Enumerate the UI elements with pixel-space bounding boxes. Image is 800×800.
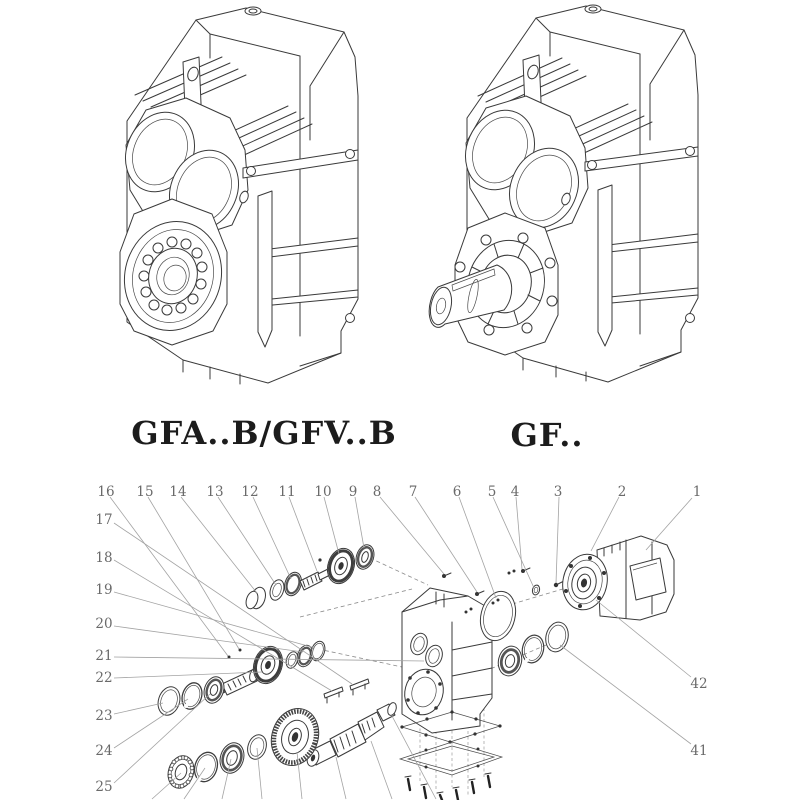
leader-line-8 <box>380 497 444 574</box>
leader-line-15 <box>148 497 239 649</box>
leader-line-14 <box>181 497 257 593</box>
leader-line-7 <box>415 497 477 592</box>
gearbox-drawing-gf <box>427 5 698 382</box>
callout-label-5: 5 <box>487 484 497 500</box>
callout-label-13: 13 <box>206 484 224 500</box>
leader-line-5 <box>493 497 534 588</box>
leader-line-23 <box>114 703 163 714</box>
cut-leader-5 <box>336 757 346 799</box>
leader-line-9 <box>355 497 364 548</box>
callout-label-22: 22 <box>95 670 113 686</box>
callout-label-4: 4 <box>510 484 520 500</box>
callout-label-41: 41 <box>690 743 708 759</box>
callout-label-14: 14 <box>169 484 187 500</box>
leader-line-1 <box>646 498 692 550</box>
callout-label-16: 16 <box>97 484 115 500</box>
caption-gfab-model: GFA..B/GFV..B <box>131 414 397 452</box>
leader-line-24 <box>114 699 188 748</box>
callout-label-15: 15 <box>136 484 154 500</box>
intermediate-assembly <box>155 639 369 718</box>
callout-label-12: 12 <box>241 484 259 500</box>
callout-label-23: 23 <box>95 708 113 724</box>
leader-line-11 <box>289 497 317 571</box>
callout-label-7: 7 <box>408 484 418 500</box>
leader-line-2 <box>591 497 619 551</box>
callout-label-17: 17 <box>95 512 113 528</box>
leader-line-6 <box>459 497 496 598</box>
callout-label-2: 2 <box>617 484 627 500</box>
first-stage-gear <box>323 545 359 587</box>
callout-label-18: 18 <box>95 550 113 566</box>
base-bolts <box>405 773 491 800</box>
callout-label-19: 19 <box>95 582 113 598</box>
callout-label-21: 21 <box>95 648 113 664</box>
leader-line-16 <box>110 497 228 656</box>
leader-line-4 <box>516 497 522 569</box>
callout-label-9: 9 <box>348 484 358 500</box>
leader-line-13 <box>218 497 276 585</box>
leader-line-3 <box>556 497 559 583</box>
callout-label-6: 6 <box>452 484 462 500</box>
shaft-keys <box>324 679 369 703</box>
motor-unit <box>558 536 674 620</box>
callout-label-8: 8 <box>372 484 382 500</box>
exploded-view <box>95 484 707 800</box>
callout-label-11: 11 <box>278 484 296 500</box>
callout-label-1: 1 <box>692 484 702 500</box>
callout-label-20: 20 <box>95 616 113 632</box>
gearbox-drawing-gfab <box>112 7 358 384</box>
output-assembly <box>164 702 398 792</box>
leader-line-41 <box>560 645 691 744</box>
caption-gf-model: GF.. <box>510 416 584 454</box>
leader-line-10 <box>324 497 339 554</box>
callout-label-42: 42 <box>690 676 708 692</box>
leader-line-12 <box>253 497 291 579</box>
cut-leader-6 <box>371 741 392 799</box>
callout-label-25: 25 <box>95 779 113 795</box>
callout-label-10: 10 <box>314 484 332 500</box>
callout-label-3: 3 <box>553 484 563 500</box>
callout-label-24: 24 <box>95 743 113 759</box>
